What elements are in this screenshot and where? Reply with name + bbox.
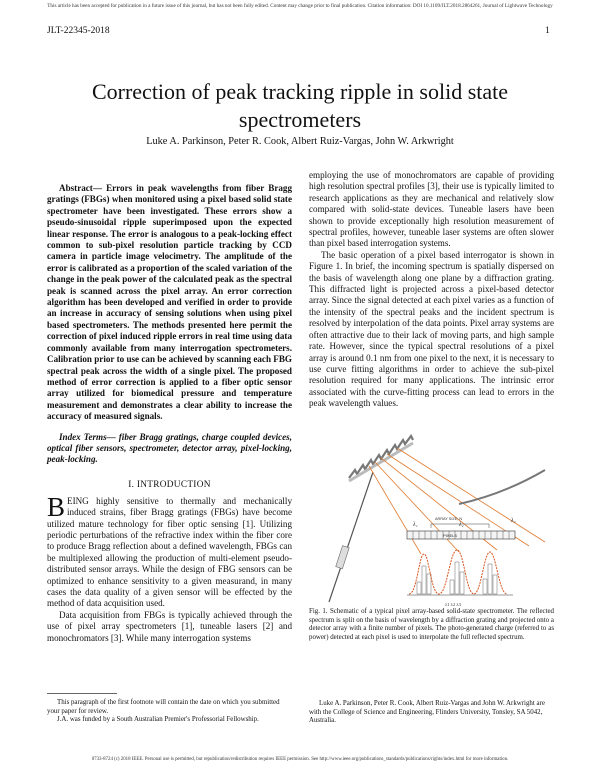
footnote-divider xyxy=(47,693,117,694)
intro-paragraph-1 xyxy=(47,491,292,610)
intro-paragraph-1-text: EING highly sensitive to thermally and mechanically induced strains, fiber Bragg gratings (FBGs) have become utilized mature technology for fiber optic sensing [1]. Utilizing periodic perturbations of the refractive index within the fiber core to produce Bragg reflection about a defined wavelength, FBGs can be multiplexed allowing the production of multi-element pseudo-distributed sensor arrays. While the design of FBG sensors can be optimized to enhance sensitivity to a given measurand, in many cases the data quality of a given sensor will be effected by the method of data acquisition used. xyxy=(47,495,292,609)
publication-notice: This article has been accepted for publication in a future issue of this journal, but has not been fully edited. Content may change prior to final publication. Citation information: DOI 10.1109/JLT.2018.2864261, Journal of Lightwave Technology xyxy=(47,3,553,9)
array-size-label: ARRAY SIZE, N xyxy=(435,517,463,521)
author-affiliation-footnote: Luke A. Parkinson, Peter R. Cook, Albert Ruiz-Vargas and John W. Arkwright are with the College of Science and Engineering, Flinders University, Tonsley, SA 5042, Australia. xyxy=(309,700,545,725)
lambda1-label: λ₁ xyxy=(413,522,418,528)
right-paragraph-2: The basic operation of a pixel based interrogator is shown in Figure 1. In brief, the incoming spectrum is spatially dispersed on the basis of wavelength along one plane by a diffraction grating. This diffracted light is projected across a pixel-based detector array. Since the signal detected at each pixel varies as a function of the intensity of the spectral peaks and the incident spectrum is resolved by interpolation of the data points. Pixel array systems are often attractive due to their lack of moving parts, and high sample rate. However, since the typical spectral resolutions of a pixel array is around 0.1 nm from one pixel to the next, it is necessary to use curve fitting algorithms in order to achieve the sub-pixel resolution required for many applications. The intrinsic error associated with the curve-fitting process can lead to errors in the peak wavelength values. xyxy=(309,249,554,409)
left-column xyxy=(47,183,292,644)
footnotes-left xyxy=(47,699,292,725)
lambda3-label: λ₃ xyxy=(511,518,516,524)
right-paragraph-1: employing the use of monochromators are capable of providing high resolution spectral profiles [3], their use is typically limited to research applications as they are mechanical and relatively slow compared with solid-state devices. Tuneable lasers have been shown to provide exceptionally high resolution measurement of spectral profiles, however, tuneable laser systems are often slower than pixel based interrogation systems. xyxy=(309,170,554,249)
wavelength-axis-label: λ1 λ2 λ3 xyxy=(445,602,461,607)
figure-caption: Fig. 1. Schematic of a typical pixel array-based solid-state spectrometer. The reflected spectrum is split on the basis of wavelength by a diffraction grating and projected onto a detector array with a finite number of pixels. The photo-generated charge (referred to as power) detected at each pixel is used to interpolate the full reflected spectrum. xyxy=(309,608,554,641)
focusing-mirror xyxy=(459,470,545,504)
intro-paragraph-2: Data acquisition from FBGs is typically achieved through the use of pixel array spectrometers [1], tuneable lasers [2] and monochromators [3]. While many interrogation systems xyxy=(47,609,292,643)
collimator xyxy=(336,546,349,569)
footnote-1: This paragraph of the first footnote will contain the date on which you submitted your paper for review. xyxy=(47,699,280,715)
page-number: 1 xyxy=(545,26,550,36)
abstract: Abstract— Errors in peak wavelengths from fiber Bragg gratings (FBGs) when monitored using a pixel based solid state spectrometer have been investigated. These errors show a pseudo-sinusoidal ripple superimposed upon the expected linear response. The error is analogous to a peak-locking effect common to sub-pixel resolution particle tracking by CCD camera in particle image velocimetry. The amplitude of the error is calibrated as a proportion of the scaled variation of the change in the peak power of the calculated peak as the spectral peak is scanned across the pixel array. An error correction algorithm has been developed and verified in order to provide an increase in accuracy of sensing solutions when using pixel based spectrometers. The methods presented here permit the correction of pixel induced ripple errors in real time using data commonly available from many interrogation spectrometers. Calibration prior to use can be achieved by scanning each FBG spectral peak across the width of a single pixel. The proposed method of error correction is applied to a fiber optic sensor array utilized for biomedical pressure and temperature measurement and demonstrates a clear ability to increase the accuracy of measured signals. xyxy=(47,183,292,422)
copyright-notice: 0733-8724 (c) 2018 IEEE. Personal use is permitted, but republication/redistribution requires IEEE permission. See http://www.ieee.org/publications_standards/publications/rights/index.html for more information. xyxy=(91,757,509,762)
lambda2-label: λ₂ xyxy=(459,522,464,528)
right-column xyxy=(309,170,554,410)
spectrometer-schematic-figure xyxy=(309,434,554,610)
section-heading-introduction: I. INTRODUCTION xyxy=(128,479,211,490)
input-fiber xyxy=(329,472,373,602)
footnotes-right xyxy=(309,700,554,726)
drop-cap: B xyxy=(47,491,66,522)
detector-array xyxy=(407,531,515,539)
footnote-2: J.A. was funded by a South Australian Premier's Professorial Fellowship. xyxy=(57,716,259,724)
journal-code: JLT-22345-2018 xyxy=(47,26,110,36)
pixels-label: PIXELS xyxy=(443,533,458,538)
author-list: Luke A. Parkinson, Peter R. Cook, Albert Ruiz-Vargas, John W. Arkwright xyxy=(146,136,454,147)
index-terms: Index Terms— fiber Bragg gratings, charge coupled devices, optical fiber sensors, spectrometer, detector array, pixel-locking, peak-locking. xyxy=(47,431,292,465)
paper-title: Correction of peak tracking ripple in solid state spectrometers xyxy=(91,78,509,132)
